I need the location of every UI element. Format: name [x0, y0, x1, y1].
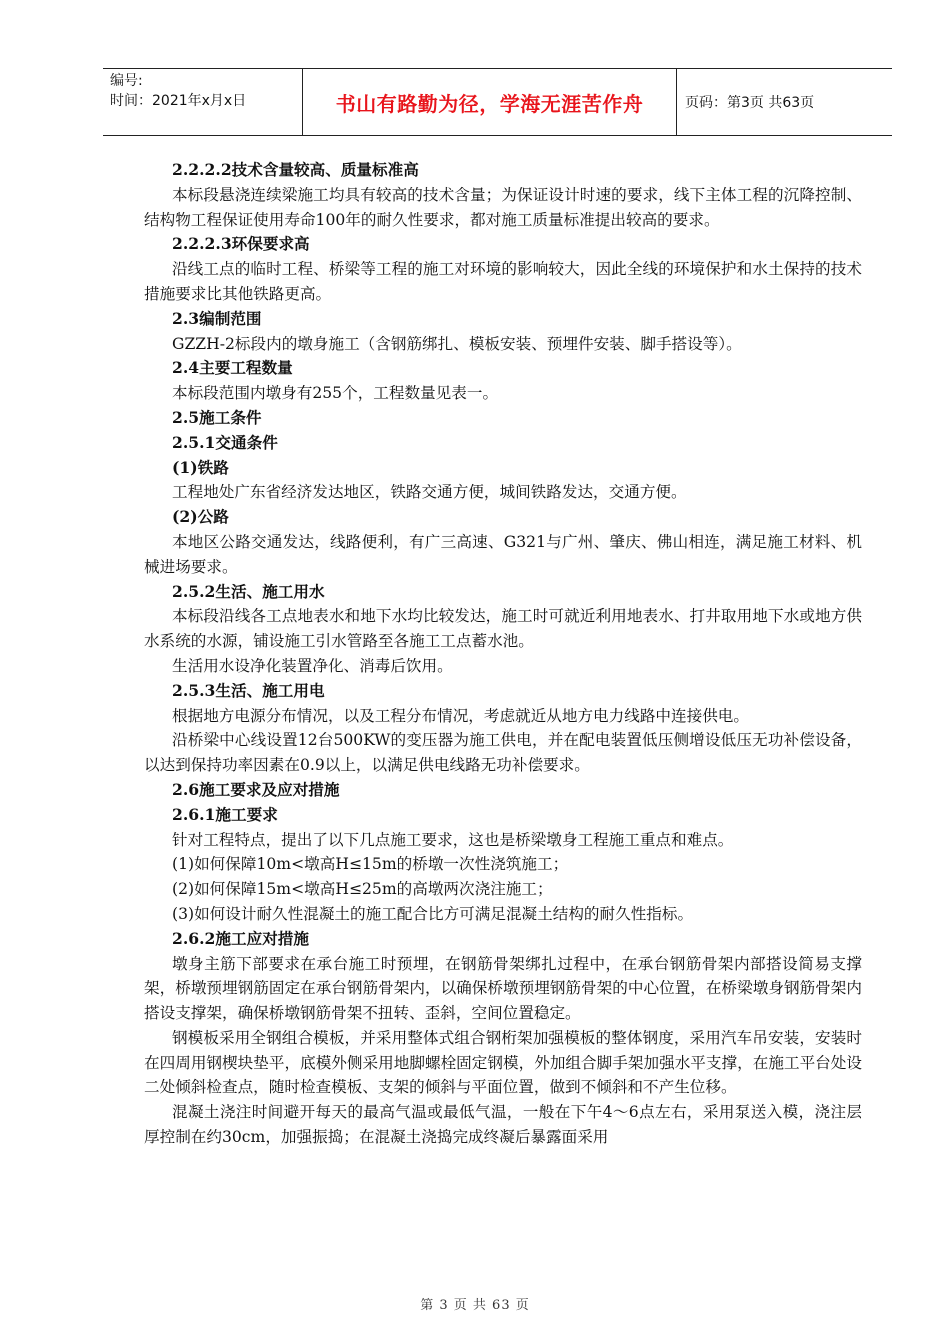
- body-paragraph: 本标段沿线各工点地表水和地下水均比较发达，施工时可就近利用地表水、打井取用地下水或地方供水系统的水源，铺设施工引水管路至各施工工点蓄水池。: [144, 607, 862, 651]
- body-line: GZZH-2标段内的墩身施工（含钢筋绑扎、模板安装、预埋件安装、脚手搭设等）。: [172, 334, 742, 353]
- body-line: (3)如何设计耐久性混凝土的施工配合比方可满足混凝土结构的耐久性指标。: [172, 904, 694, 923]
- body-line: 生活用水设净化装置净化、消毒后饮用。: [172, 656, 453, 675]
- section-heading: 2.5.2生活、施工用水: [172, 581, 325, 601]
- section-heading: 2.6.1施工要求: [172, 804, 278, 824]
- body-paragraph: 沿桥梁中心线设置12台500KW的变压器为施工供电，并在配电装置低压侧增设低压无功补偿设备，以达到保持功率因素在0.9以上，以满足供电线路无功补偿要求。: [144, 731, 862, 775]
- page-footer: 第 3 页 共 63 页: [420, 1298, 530, 1313]
- document-number-label: 编号:: [110, 73, 143, 89]
- header-motto: 书山有路勤为径，学海无涯苦作舟: [303, 69, 677, 135]
- document-body: [144, 158, 862, 1150]
- document-time-label: 时间：2021年x月x日: [110, 93, 247, 109]
- body-paragraph: 本地区公路交通发达，线路便利，有广三高速、G321与广州、肇庆、佛山相连，满足施工材料、机械进场要求。: [144, 532, 862, 576]
- section-heading: 2.4主要工程数量: [172, 358, 293, 378]
- section-heading: 2.2.2.3环保要求高: [172, 234, 310, 254]
- section-heading: 2.6施工要求及应对措施: [172, 779, 340, 799]
- header-table: [103, 68, 892, 136]
- body-paragraph: 沿线工点的临时工程、桥梁等工程的施工对环境的影响较大，因此全线的环境保护和水土保持的技术措施要求比其他铁路更高。: [144, 260, 862, 303]
- body-line: 本标段范围内墩身有255个，工程数量见表一。: [172, 384, 499, 403]
- body-line: (2)如何保障15m<墩高H≤25m的高墩两次浇注施工；: [172, 880, 553, 899]
- body-line: 针对工程特点，提出了以下几点施工要求，这也是桥梁墩身工程施工重点和难点。: [172, 830, 734, 849]
- header-meta-cell: [103, 69, 303, 135]
- body-paragraph: 本标段悬浇连续梁施工均具有较高的技术含量；为保证设计时速的要求，线下主体工程的沉降控制、结构物工程保证使用寿命100年的耐久性要求，都对施工质量标准提出较高的要求。: [144, 185, 862, 229]
- body-line: 工程地处广东省经济发达地区，铁路交通方便，城间铁路发达，交通方便。: [172, 483, 687, 502]
- section-heading: (2)公路: [172, 507, 229, 527]
- body-paragraph: 根据地方电源分布情况，以及工程分布情况，考虑就近从地方电力线路中连接供电。: [172, 706, 749, 725]
- body-paragraph: 钢模板采用全钢组合模板，并采用整体式组合钢桁架加强模板的整体钢度，采用汽车吊安装，安装时在四周用钢楔块垫平，底模外侧采用地脚螺栓固定钢模，外加组合脚手架加强水平支撑，在施工平台处设二处倾斜检查点，随时检查模板、支架的倾斜与平面位置，做到不倾斜和不产生位移。: [144, 1028, 862, 1097]
- body-paragraph: 墩身主筋下部要求在承台施工时预埋，在钢筋骨架绑扎过程中，在承台钢筋骨架内部搭设简易支撑架，桥墩预埋钢筋固定在承台钢筋骨架内，以确保桥墩预埋钢筋骨架的中心位置，在桥梁墩身钢筋骨架内搭设支撑架，确保桥墩钢筋骨架不扭转、歪斜，空间位置稳定。: [144, 954, 862, 1023]
- body-paragraph: 混凝土浇注时间避开每天的最高气温或最低气温，一般在下午4～6点左右，采用泵送入模，浇注层厚控制在约30cm，加强振捣；在混凝土浇捣完成终凝后暴露面采用: [144, 1103, 862, 1147]
- section-heading: 2.5.3生活、施工用电: [172, 680, 325, 700]
- body-line: (1)如何保障10m<墩高H≤15m的桥墩一次性浇筑施工；: [172, 855, 569, 874]
- section-heading: (1)铁路: [172, 457, 229, 477]
- section-heading: 2.3编制范围: [172, 308, 262, 328]
- section-heading: 2.6.2施工应对措施: [172, 928, 309, 948]
- header-page-info: 页码：第3页 共63页: [685, 95, 815, 111]
- section-heading: 2.5.1交通条件: [172, 432, 278, 452]
- section-heading: 2.5施工条件: [172, 407, 262, 427]
- section-heading: 2.2.2.2技术含量较高、质量标准高: [172, 160, 419, 179]
